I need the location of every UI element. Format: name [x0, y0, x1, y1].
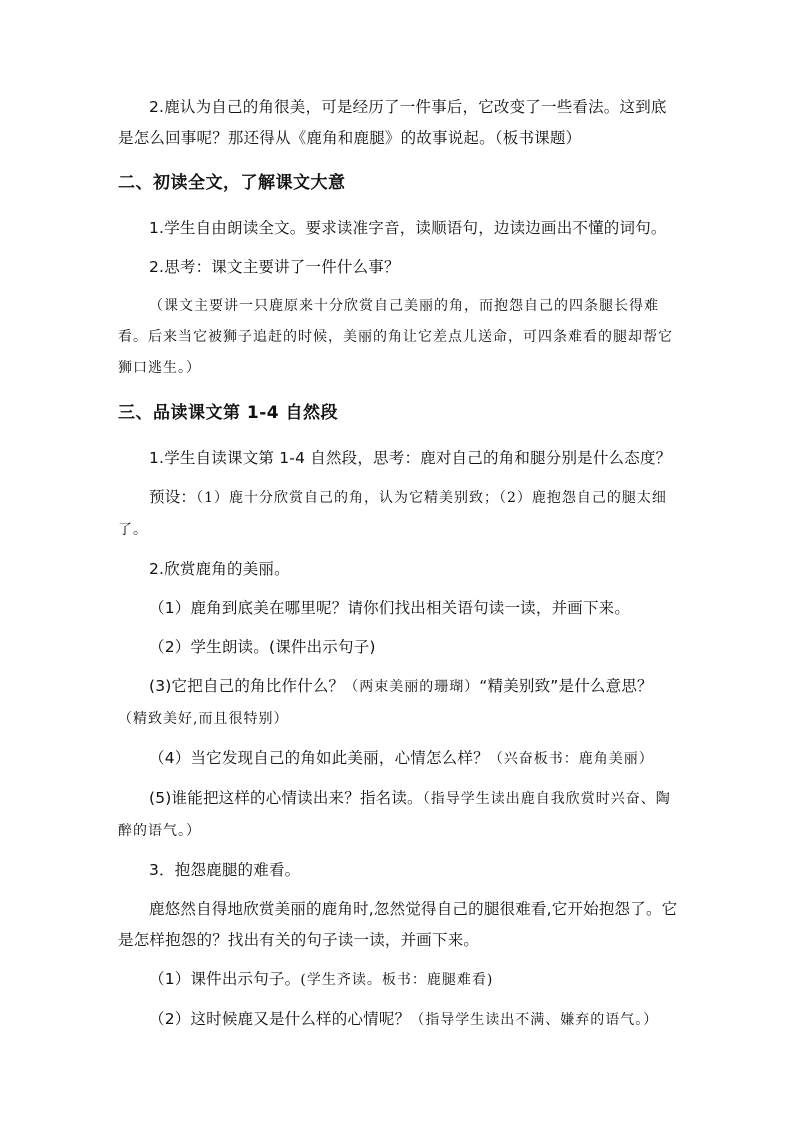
q31-text-a: （1）课件出示句子。 — [149, 970, 301, 988]
paragraph-intro-2: 2.鹿认为自己的角很美，可是经历了一件事后，它改变了一些看法。这到底是怎么回事呢？那还得从《鹿角和鹿腿》的故事说起。（板书课题） — [118, 98, 667, 147]
paragraph-3-2-2: （2）学生朗读。(课件出示句子) — [149, 638, 376, 656]
paragraph-3-2-5 — [118, 783, 678, 847]
paragraph-3-3-desc: 鹿悠然自得地欣赏美丽的鹿角时,忽然觉得自己的腿很难看,它开始抱怨了。它是怎样抱怨的？找出有关的句子读一读，并画下来。 — [118, 900, 678, 949]
paragraph-3-3: 3．抱怨鹿腿的难看。 — [149, 861, 301, 879]
paragraph-3-preset — [118, 482, 678, 546]
section-heading-3: 三、品读课文第 1-4 自然段 — [118, 403, 339, 423]
paragraph-3-2-1: （1）鹿角到底美在哪里呢？请你们找出相关语句读一读，并画下来。 — [149, 599, 631, 617]
q5-note-b: （指导学生读出鹿自我欣赏时兴奋、陶醉的语气。） — [118, 791, 671, 839]
preset-text: （1）鹿十分欣赏自己的角，认为它精美别致；（2）鹿抱怨自己的腿太细了。 — [118, 490, 667, 538]
paragraph-2-1: 1.学生自由朗读全文。要求读准字音，读顺语句，边读边画出不懂的词句。 — [149, 219, 667, 237]
q5-text-a: (5)谁能把这样的心情读出来？指名读。 — [149, 789, 423, 807]
paragraph-3-2: 2.欣赏鹿角的美丽。 — [149, 560, 290, 578]
paragraph-3-2-3 — [118, 671, 678, 735]
document-page — [118, 92, 678, 1044]
q4-text-a: （4）当它发现自己的角如此美丽，心情怎么样？ — [149, 749, 489, 767]
preset-label: 预设： — [149, 488, 197, 506]
paragraph-3-2-4 — [118, 743, 678, 775]
paragraph-3-3-1 — [118, 964, 678, 996]
section-heading-2: 二、初读全文，了解课文大意 — [118, 173, 346, 193]
q4-note-b: （兴奋板书：鹿角美丽） — [488, 751, 654, 767]
paragraph-3-1: 1.学生自读课文第 1-4 自然段，思考：鹿对自己的角和腿分别是什么态度？ — [149, 449, 672, 467]
q3-note-b: （两束美丽的珊瑚） — [344, 679, 480, 695]
q3-text-c: “精美别致”是什么意思？ — [479, 677, 653, 695]
q3-text-a: (3)它把自己的角比作什么？ — [149, 677, 345, 695]
q3-note-d: （精致美好,而且很特别） — [118, 711, 289, 727]
note-summary: （课文主要讲一只鹿原来十分欣赏自己美丽的角，而抱怨自己的四条腿长得难看。后来当它被狮子追赶的时候，美丽的角让它差点儿送命，可四条难看的腿却帮它狮口逃生。） — [118, 298, 673, 376]
q31-note-b: (学生齐读。板书：鹿腿难看) — [300, 972, 494, 988]
paragraph-2-2: 2.思考：课文主要讲了一件什么事？ — [149, 258, 400, 276]
paragraph-3-3-2 — [118, 1004, 678, 1036]
q32-text-a: （2）这时候鹿又是什么样的心情呢？ — [149, 1010, 411, 1028]
q32-note-b: （指导学生读出不满、嫌弃的语气。） — [410, 1012, 659, 1028]
